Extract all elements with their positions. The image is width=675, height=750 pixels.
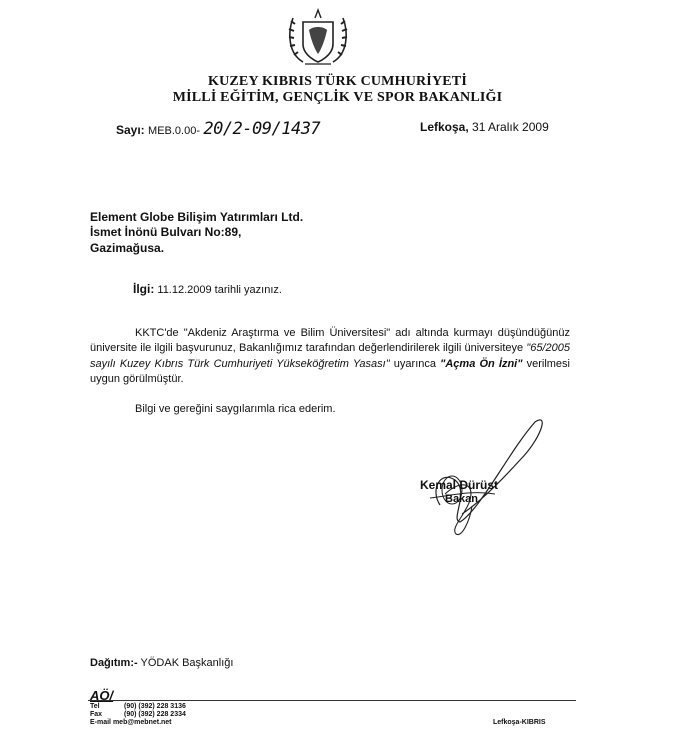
signer-name: Kemal Dürüst [420, 478, 499, 492]
body-text-1: KKTC'de [135, 327, 184, 339]
subject-line [133, 282, 282, 296]
body-quote-law: "65/2005 sayılı Kuzey Kıbrıs Türk Cumhuriyeti Yükseköğretim Yasası" [90, 342, 570, 370]
ministry-header-line1: KUZEY KIBRIS TÜRK CUMHURİYETİ [207, 74, 467, 89]
ministry-header-line2: MİLLİ EĞİTİM, GENÇLİK VE SPOR BAKANLIĞI [172, 90, 503, 105]
body-text-3: uyarınca [389, 357, 441, 370]
contact-tel [90, 703, 186, 710]
signature-icon [400, 410, 560, 540]
footer-divider [88, 700, 576, 701]
body-text-2: adı altında kurmayı düşündüğünüz üniversite ile ilgili başvurunuz, Bakanlığımız tarafından değerlendirilerek ilgili üniversiteye [90, 327, 570, 355]
closing-line: Bilgi ve gereğini saygılarımla rica ederim. [135, 403, 336, 415]
tel-value: (90) (392) 228 3136 [124, 703, 186, 710]
date-value: 31 Aralık 2009 [472, 120, 549, 134]
body-paragraph [90, 326, 570, 388]
subject-label: İlgi: [133, 282, 155, 296]
signer-title: Bakan [445, 493, 479, 505]
author-initials: AÖ/ [90, 688, 114, 703]
state-emblem-icon [283, 4, 353, 72]
contact-fax [90, 711, 186, 718]
recipient-line1: Element Globe Bilişim Yatırımları Ltd. [90, 210, 304, 224]
footer-city: Lefkoşa-KIBRIS [493, 719, 546, 726]
distribution-line [90, 657, 233, 669]
subject-text: 11.12.2009 tarihli yazınız. [157, 284, 282, 296]
reference-label: Sayı: [116, 123, 145, 137]
distribution-label: Dağıtım:- [90, 657, 138, 669]
recipient-line2: İsmet İnönü Bulvarı No:89, [90, 225, 242, 239]
date-city: Lefkoşa, [420, 120, 469, 134]
body-text-4: verilmesi uygun görülmüştür. [90, 357, 570, 386]
letter-date [420, 120, 549, 134]
reference-handwritten: 20/2-09/1437 [203, 119, 321, 139]
body-quote-university: "Akdeniz Araştırma ve Bilim Üniversitesi" [183, 327, 391, 339]
recipient-line3: Gazimağusa. [90, 241, 165, 255]
tel-label: Tel [90, 703, 100, 710]
body-quote-permit: "Açma Ön İzni" [440, 357, 523, 370]
fax-label: Fax [90, 711, 103, 718]
reference-prefix: MEB.0.00- [148, 125, 200, 137]
distribution-value: YÖDAK Başkanlığı [140, 657, 234, 669]
contact-email: E-mail meb@mebnet.net [90, 719, 172, 726]
fax-value: (90) (392) 228 2334 [124, 711, 186, 718]
reference-number [116, 119, 320, 139]
